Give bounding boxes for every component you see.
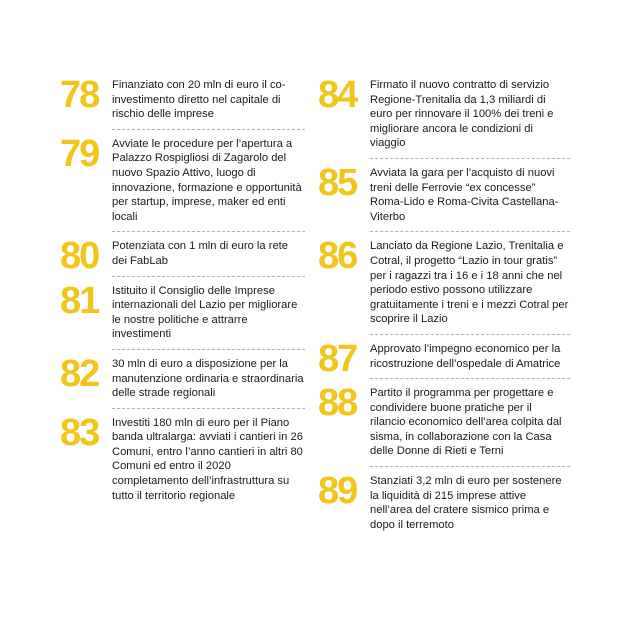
list-item-87 <box>318 335 570 379</box>
list-item-81 <box>60 277 305 350</box>
left-column <box>60 74 305 511</box>
item-text: Stanziati 3,2 mln di euro per sostenere la liquidità di 215 imprese attive nell’area del cratere sismico prima e dopo il terremoto <box>370 475 562 531</box>
list-item-85 <box>318 159 570 232</box>
right-column <box>318 74 570 540</box>
item-number: 87 <box>318 337 357 380</box>
item-text: Finanziato con 20 mln di euro il co-investimento diretto nel capitale di rischio delle imprese <box>112 79 286 121</box>
list-item-84 <box>318 74 570 159</box>
item-text: Approvato l’impegno economico per la ricostruzione dell’ospedale di Amatrice <box>370 342 561 370</box>
item-text: Lanciato da Regione Lazio, Trenitalia e Cotral, il progetto “Lazio in tour gratis” per i ragazzi tra i 16 e i 18 anni che nel periodo estivo possono utilizzare gratuitamente i treni e i mezzi Cotral per scoprire il Lazio <box>370 240 569 326</box>
item-text: Firmato il nuovo contratto di servizio Regione-Trenitalia da 1,3 miliardi di euro per rinnovare il 100% dei treni e migliorare ancora le condizioni di viaggio <box>370 79 554 150</box>
list-item-78 <box>60 74 305 130</box>
item-text: Potenziata con 1 mln di euro la rete dei FabLab <box>112 240 288 267</box>
item-number: 88 <box>318 382 357 425</box>
item-number: 86 <box>318 235 357 278</box>
item-number: 79 <box>60 132 99 175</box>
item-number: 82 <box>60 352 99 395</box>
list-item-80 <box>60 232 305 276</box>
list-item-79 <box>60 130 305 233</box>
list-item-82 <box>60 350 305 409</box>
item-number: 78 <box>60 74 99 116</box>
item-number: 85 <box>318 161 357 204</box>
item-text: Avviate le procedure per l’apertura a Palazzo Rospigliosi di Zagarolo del nuovo Spazio Attivo, luogo di innovazione, formazione e opportunità per startup, imprese, maker ed enti locali <box>112 137 302 223</box>
item-number: 89 <box>318 470 357 513</box>
item-number: 81 <box>60 279 99 322</box>
item-text: Avviata la gara per l’acquisto di nuovi treni delle Ferrovie “ex concesse” Roma-Lido e Roma-Civita Castellana-Viterbo <box>370 166 559 223</box>
item-text: Istituito il Consiglio delle Imprese internazionali del Lazio per migliorare le nostre politiche e attrarre investimenti <box>112 284 298 341</box>
list-item-83 <box>60 409 305 512</box>
item-number: 84 <box>318 74 357 116</box>
item-text: Investiti 180 mln di euro per il Piano banda ultralarga: avviati i cantieri in 26 Comuni, entro l’anno cantieri in altri 80 Comuni ed entro il 2020 completamento dell’infrastruttura su tutto il territorio regionale <box>112 416 303 502</box>
list-item-89 <box>318 467 570 540</box>
item-number: 83 <box>60 411 99 454</box>
item-text: Partito il programma per progettare e condividere buone pratiche per il rilancio economico dell’area colpita dal sisma, in collaborazione con la Casa delle Donne di Rieti e Terni <box>370 387 562 458</box>
list-item-88 <box>318 379 570 467</box>
list-item-86 <box>318 232 570 335</box>
item-text: 30 mln di euro a disposizione per la manutenzione ordinaria e straordinaria delle strade regionali <box>112 357 304 400</box>
item-number: 80 <box>60 235 99 278</box>
